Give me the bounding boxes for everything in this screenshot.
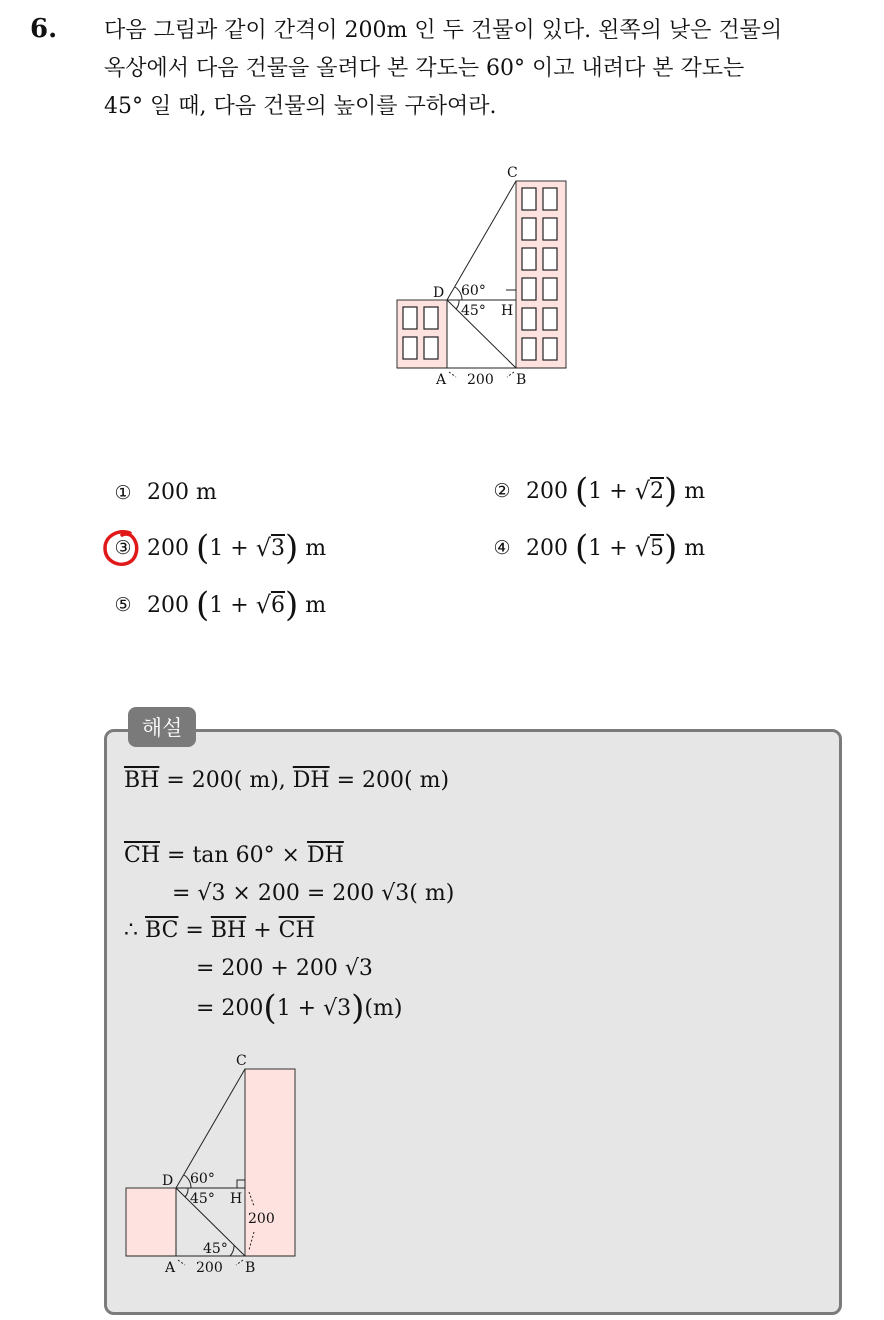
option-number: ⑤ xyxy=(114,594,132,616)
option-value: 200 xyxy=(147,480,189,505)
tall-building xyxy=(245,1069,295,1256)
question-line: 45° 일 때, 다음 건물의 높이를 구하여라. xyxy=(104,94,497,119)
question-number: 6. xyxy=(30,14,58,44)
solution-tag: 해설 xyxy=(128,707,196,747)
angle-60: 60° xyxy=(461,283,486,299)
option-value: 200 xyxy=(147,535,189,561)
low-building xyxy=(126,1188,176,1256)
option-radicand: 5 xyxy=(650,535,664,561)
option-radicand: 3 xyxy=(271,535,285,561)
option-number: ② xyxy=(493,480,511,502)
option-5[interactable]: ⑤ 200 ( 1 + √ 6 ) m xyxy=(111,588,326,622)
option-value: 200 xyxy=(147,592,189,618)
label-c: C xyxy=(507,165,518,181)
option-radicand: 6 xyxy=(271,592,285,618)
label-d: D xyxy=(162,1173,174,1189)
option-one: 1 + xyxy=(588,535,628,561)
angle-60: 60° xyxy=(190,1171,215,1187)
option-number: ① xyxy=(114,481,132,504)
angle-45: 45° xyxy=(461,303,486,319)
solution-line-2: $\overline{CH} = \tan 60^\circ \times \overline{DH}$ xyxy=(124,843,344,868)
label-h: H xyxy=(230,1191,243,1207)
distance-label: 200 xyxy=(467,372,494,388)
solution-line-3: = √3 × 200 = 200 √3( m) xyxy=(172,881,455,906)
option-one: 1 + xyxy=(209,592,249,618)
label-a: A xyxy=(165,1260,176,1276)
option-value: 200 xyxy=(526,478,568,504)
option-unit: m xyxy=(305,592,327,618)
solution-line-4: ∴ $\overline{BC} = \overline{BH} + \overline{CH}$ xyxy=(124,918,315,943)
option-unit: m xyxy=(684,535,706,561)
solution-line-6: = 200 ( 1 + √3 ) (m) xyxy=(196,988,403,1028)
solution-line-1: $\overline{BH} = 200$( m), $\overline{DH} = 200$( m) xyxy=(124,768,450,793)
option-3[interactable]: ③ 200 ( 1 + √ 3 ) m xyxy=(111,531,326,565)
option-unit: m xyxy=(196,480,217,505)
angle-45: 45° xyxy=(190,1191,215,1207)
option-one: 1 + xyxy=(588,478,628,504)
label-c: C xyxy=(236,1053,247,1069)
label-b: B xyxy=(516,372,527,388)
label-b: B xyxy=(245,1260,256,1276)
solution-line-5: = 200 + 200 √3 xyxy=(196,956,373,981)
angle-45-b: 45° xyxy=(203,1241,228,1257)
option-radicand: 2 xyxy=(650,478,664,504)
option-value: 200 xyxy=(526,535,568,561)
distance-label: 200 xyxy=(196,1260,223,1276)
option-one: 1 + xyxy=(209,535,249,561)
question-line: 다음 그림과 같이 간격이 200m 인 두 건물이 있다. 왼쪽의 낮은 건물의 xyxy=(104,18,783,43)
option-4[interactable]: ④ 200 ( 1 + √ 5 ) m xyxy=(490,531,705,565)
label-h: H xyxy=(501,303,514,319)
height-label: 200 xyxy=(248,1211,275,1227)
option-number: ④ xyxy=(493,537,511,559)
label-d: D xyxy=(433,285,445,301)
option-2[interactable]: ② 200 ( 1 + √ 2 ) m xyxy=(490,474,705,508)
option-unit: m xyxy=(305,535,327,561)
question-line: 옥상에서 다음 건물을 올려다 본 각도는 60° 이고 내려다 본 각도는 xyxy=(104,56,745,81)
option-unit: m xyxy=(684,478,706,504)
option-number: ③ xyxy=(114,537,132,559)
label-a: A xyxy=(436,372,447,388)
